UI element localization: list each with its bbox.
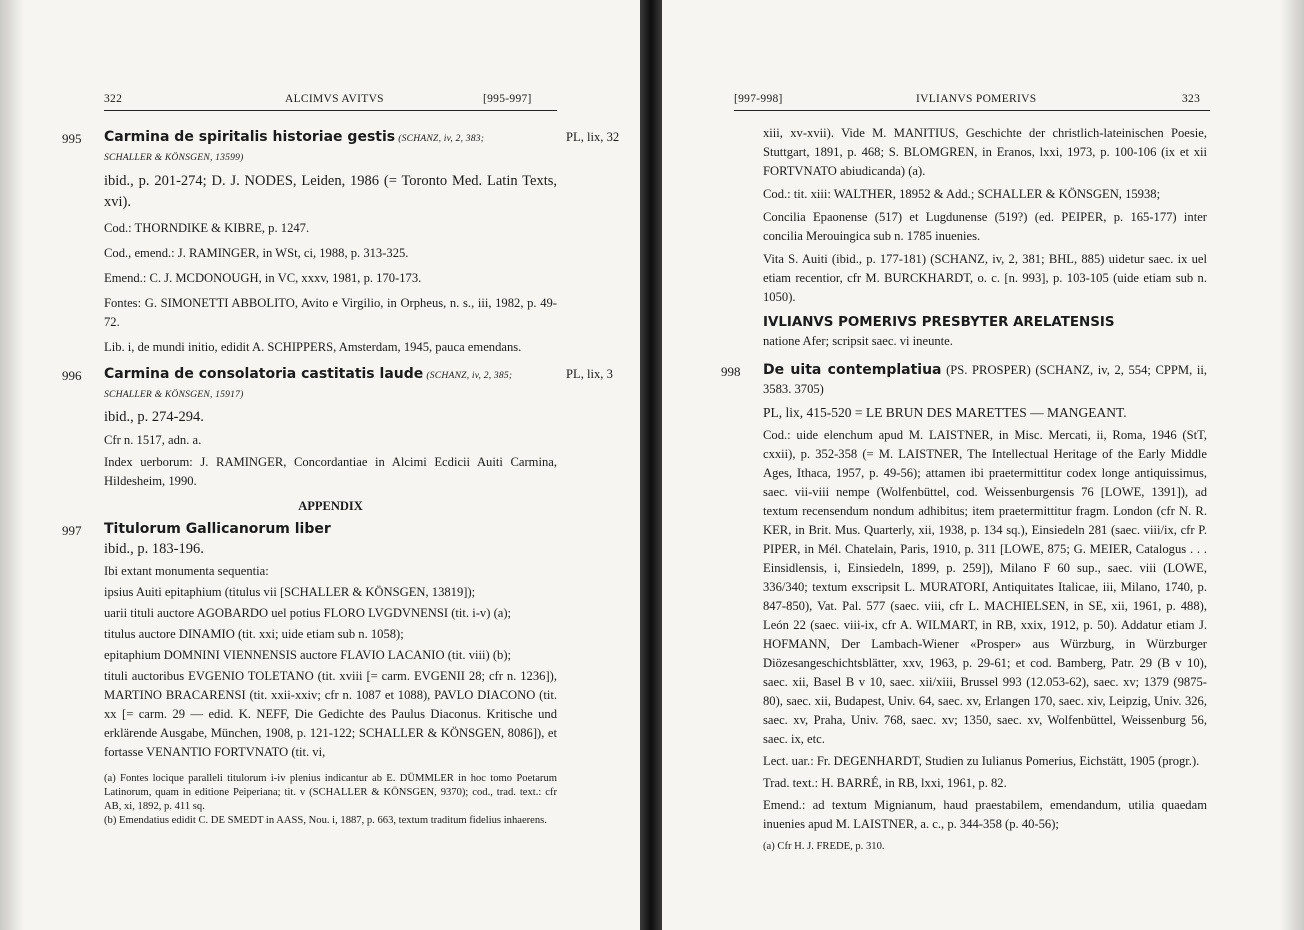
author-heading: IVLIANVS POMERIVS PRESBYTER ARELATENSIS	[763, 315, 1115, 330]
footnote-b: (b) Emendatius edidit C. DE SMEDT in AASS, Nou. i, 1887, p. 663, textum traditum fidelius inhaerens.	[104, 815, 547, 826]
trad-line: Trad. text.: H. BARRÉ, in RB, lxxi, 1961, p. 82.	[763, 776, 1007, 790]
lib-line: Lib. i, de mundi initio, edidit A. SCHIPPERS, Amsterdam, 1945, pauca emendans.	[104, 340, 522, 354]
continued-text: xiii, xv-xvii). Vide M. MANITIUS, Geschichte der christlich-lateinischen Poesie, Stuttgart, 1891, p. 468; S. BLOMGREN, in Eranos, lxxi, 1973, p. 100-106 (ix et xii FORTVNATO abiudicanda) (a).	[763, 126, 1207, 178]
cod-line: Cod.: THORNDIKE & KIBRE, p. 1247.	[104, 221, 310, 235]
margin-reference: PL, lix, 3	[566, 367, 613, 381]
right-page	[662, 0, 1304, 930]
left-page	[0, 0, 640, 930]
entry-number: 996	[62, 368, 82, 383]
entry-range: [995-997]	[483, 93, 532, 105]
index-line: Index uerborum: J. RAMINGER, Concordantiae in Alcimi Ecdicii Auiti Carmina, Hildesheim, 1990.	[104, 455, 557, 488]
footnotes	[104, 772, 557, 828]
entry-title: Titulorum Gallicanorum liber	[104, 521, 331, 537]
cfr-line: Cfr n. 1517, adn. a.	[104, 433, 202, 447]
entry-995	[62, 128, 620, 357]
page-number: 322	[104, 93, 123, 105]
cod-emend-line: Cod., emend.: J. RAMINGER, in WSt, ci, 1988, p. 313-325.	[104, 246, 409, 260]
text-line: titulus auctore DINAMIO (tit. xxi; uide etiam sub n. 1058);	[104, 627, 404, 641]
header-rule	[734, 110, 1210, 111]
page-edge-shadow	[1280, 0, 1304, 930]
text-line: uarii tituli auctore AGOBARDO uel potius FLORO LVGDVNENSI (tit. i-v) (a);	[104, 606, 512, 620]
entry-title: Carmina de spiritalis historiae gestis	[104, 129, 396, 145]
page-number: 323	[1182, 93, 1201, 105]
pl-line: PL, lix, 415-520 = LE BRUN DES MARETTES — MANGEANT.	[763, 405, 1127, 420]
author-note: natione Afer; scripsit saec. vi ineunte.	[763, 334, 953, 348]
entry-title: De uita contemplatiua	[763, 362, 942, 378]
entry-ref: (SCHANZ, iv, 2, 385;	[426, 370, 513, 381]
emend-line: Emend.: ad textum Mignianum, haud praestabilem, emendandum, utilia quaedam inuenies apud M. LAISTNER, a. c., p. 344-358 (p. 40-56);	[763, 798, 1207, 831]
entry-range: [997-998]	[734, 93, 783, 105]
footnote-a: (a) Cfr H. J. FREDE, p. 310.	[763, 841, 885, 852]
edition-line: ibid., p. 183-196.	[104, 541, 204, 557]
edition-line: ibid., p. 201-274; D. J. NODES, Leiden, 1986 (= Toronto Med. Latin Texts, xvi).	[104, 173, 557, 210]
entry-number: 995	[62, 131, 82, 146]
margin-reference: PL, lix, 32	[566, 130, 620, 144]
edition-line: ibid., p. 274-294.	[104, 409, 204, 425]
entry-ref-2: SCHALLER & KÖNSGEN, 13599)	[104, 152, 244, 163]
vita-line: Vita S. Auiti (ibid., p. 177-181) (SCHANZ, iv, 2, 381; BHL, 885) uidetur saec. ix uel etiam recentior, cfr M. BURCKHARDT, o. c. [n. 993], p. 103-105 (uide etiam sub n. 1050).	[763, 252, 1207, 304]
text-line: Ibi extant monumenta sequentia:	[104, 564, 269, 578]
entry-ref: (SCHANZ, iv, 2, 383;	[398, 133, 485, 144]
entry-number: 997	[62, 523, 82, 538]
emend-line: Emend.: C. J. MCDONOUGH, in VC, xxxv, 1981, p. 170-173.	[104, 271, 422, 285]
right-text-column	[721, 124, 1207, 854]
appendix-heading: APPENDIX	[298, 499, 363, 513]
text-line: epitaphium DOMNINI VIENNENSIS auctore FLAVIO LACANIO (tit. viii) (b);	[104, 648, 512, 662]
running-title: ALCIMVS AVITVS	[285, 93, 384, 105]
left-text-column	[62, 128, 620, 828]
lect-line: Lect. uar.: Fr. DEGENHARDT, Studien zu Iulianus Pomerius, Eichstätt, 1905 (progr.).	[763, 754, 1200, 768]
text-line: tituli auctoribus EVGENIO TOLETANO (tit. xviii [= carm. EVGENII 28; cfr n. 1236]), MARTINO BRACARENSI (tit. xxii-xxiv; cfr n. 1087 et 1088), PAVLO DIACONO (tit. xx [= carm. 29 — edid. K. NEFF, Die Gedichte des Paulus Diaconus. Kritische und erklärende Ausgabe, München, 1908, p. 121-122; SCHALLER & KÖNSGEN, 8086]), et fortasse VENANTIO FORTVNATO (tit. vi,	[104, 669, 557, 759]
running-title: IVLIANVS POMERIVS	[916, 93, 1037, 105]
footnote-a: (a) Fontes locique paralleli titulorum i-iv plenius indicantur ab E. DÜMMLER in hoc tomo Poetarum Latinorum, quam in editione Peiperiana; tit. v (SCHALLER & KÖNSGEN, 9370); cod., trad. text.: cfr AB, xi, 1892, p. 411 sq.	[104, 773, 557, 812]
cod-line: Cod.: tit. xiii: WALTHER, 18952 & Add.; SCHALLER & KÖNSGEN, 15938;	[763, 187, 1161, 201]
entry-number: 998	[721, 364, 741, 379]
entry-ref: (PS. PROSPER) (SCHANZ, iv, 2, 554; CPPM, ii, 3583. 3705)	[763, 363, 1207, 396]
header-rule	[104, 110, 557, 111]
cod-line: Cod.: uide elenchum apud M. LAISTNER, in Misc. Mercati, ii, Roma, 1946 (StT, cxxii), p. 352-358 (= M. LAISTNER, The Intellectual Heritage of the Early Middle Ages, Ithaca, 1957, p. 49-56); attamen ibi praetermittitur codex longe antiquissimus, saec. vii-viii nempe (Wolfenbüttel, cod. Weissenburgensis 76 [LOWE, 1391]), ad textum recensendum nondum adhibitus; item praetermittitur fragm. London (cfr N. R. KER, in Brit. Mus. Quarterly, xii, 1938, p. 134 sq.), Einsiedeln 281 (saec. viii/ix, cfr P. PIPER, in Mél. Chatelain, Paris, 1910, p. 311 [LOWE, 875; G. MEIER, Catalogus . . . Einsidlensis, i, Einsiedeln, 1899, p. 259]), Milano F 60 sup., saec. viii (LOWE, 336/340; textum exscripsit L. MURATORI, Antiquitates Italicae, iii, Milano, 1740, p. 847-850), Vat. Pal. 577 (saec. viii, cfr L. MACHIELSEN, in SE, xii, 1961, p. 488), León 22 (saec. viii-ix, cfr A. WILMART, in RB, xxix, 1912, p. 50). Addatur etiam J. HOFMANN, Der Lambach-Wiener «Prosper» aus Würzburg, in Würzburger Diözesangeschichtsblätter, xxv, 1963, p. 29-61; et cod. Bamberg, Patr. 29 (B v 10), saec. xii, Basel B v 10, saec. xii/xiii, Brussel 993 (12.053-62), saec. xv; 1379 (9875-80), saec. xii, Budapest, Univ. 64, saec. xv, Erlangen 170, saec. xiv, Leipzig, Univ. 326, saec. xv, Praha, Univ. 768, saec. xv; 1350, saec. xv, Wolfenbüttel, Weissenburg 56, saec. ix, etc.	[763, 428, 1207, 746]
book-gutter	[640, 0, 662, 930]
text-line: ipsius Auiti epitaphium (titulus vii [SCHALLER & KÖNSGEN, 13819]);	[104, 585, 476, 599]
entry-ref-2: SCHALLER & KÖNSGEN, 15917)	[104, 389, 244, 400]
entry-996	[62, 365, 613, 491]
entry-998	[721, 361, 1207, 834]
entry-title: Carmina de consolatoria castitatis laude	[104, 366, 424, 382]
concilia-line: Concilia Epaonense (517) et Lugdunense (519?) (ed. PEIPER, p. 165-177) inter concilia Merouingica sub n. 1785 inuenies.	[763, 210, 1207, 243]
page-edge-shadow	[0, 0, 24, 930]
fontes-line: Fontes: G. SIMONETTI ABBOLITO, Avito e Virgilio, in Orpheus, n. s., iii, 1982, p. 49-72.	[104, 296, 557, 329]
entry-997	[62, 520, 557, 762]
